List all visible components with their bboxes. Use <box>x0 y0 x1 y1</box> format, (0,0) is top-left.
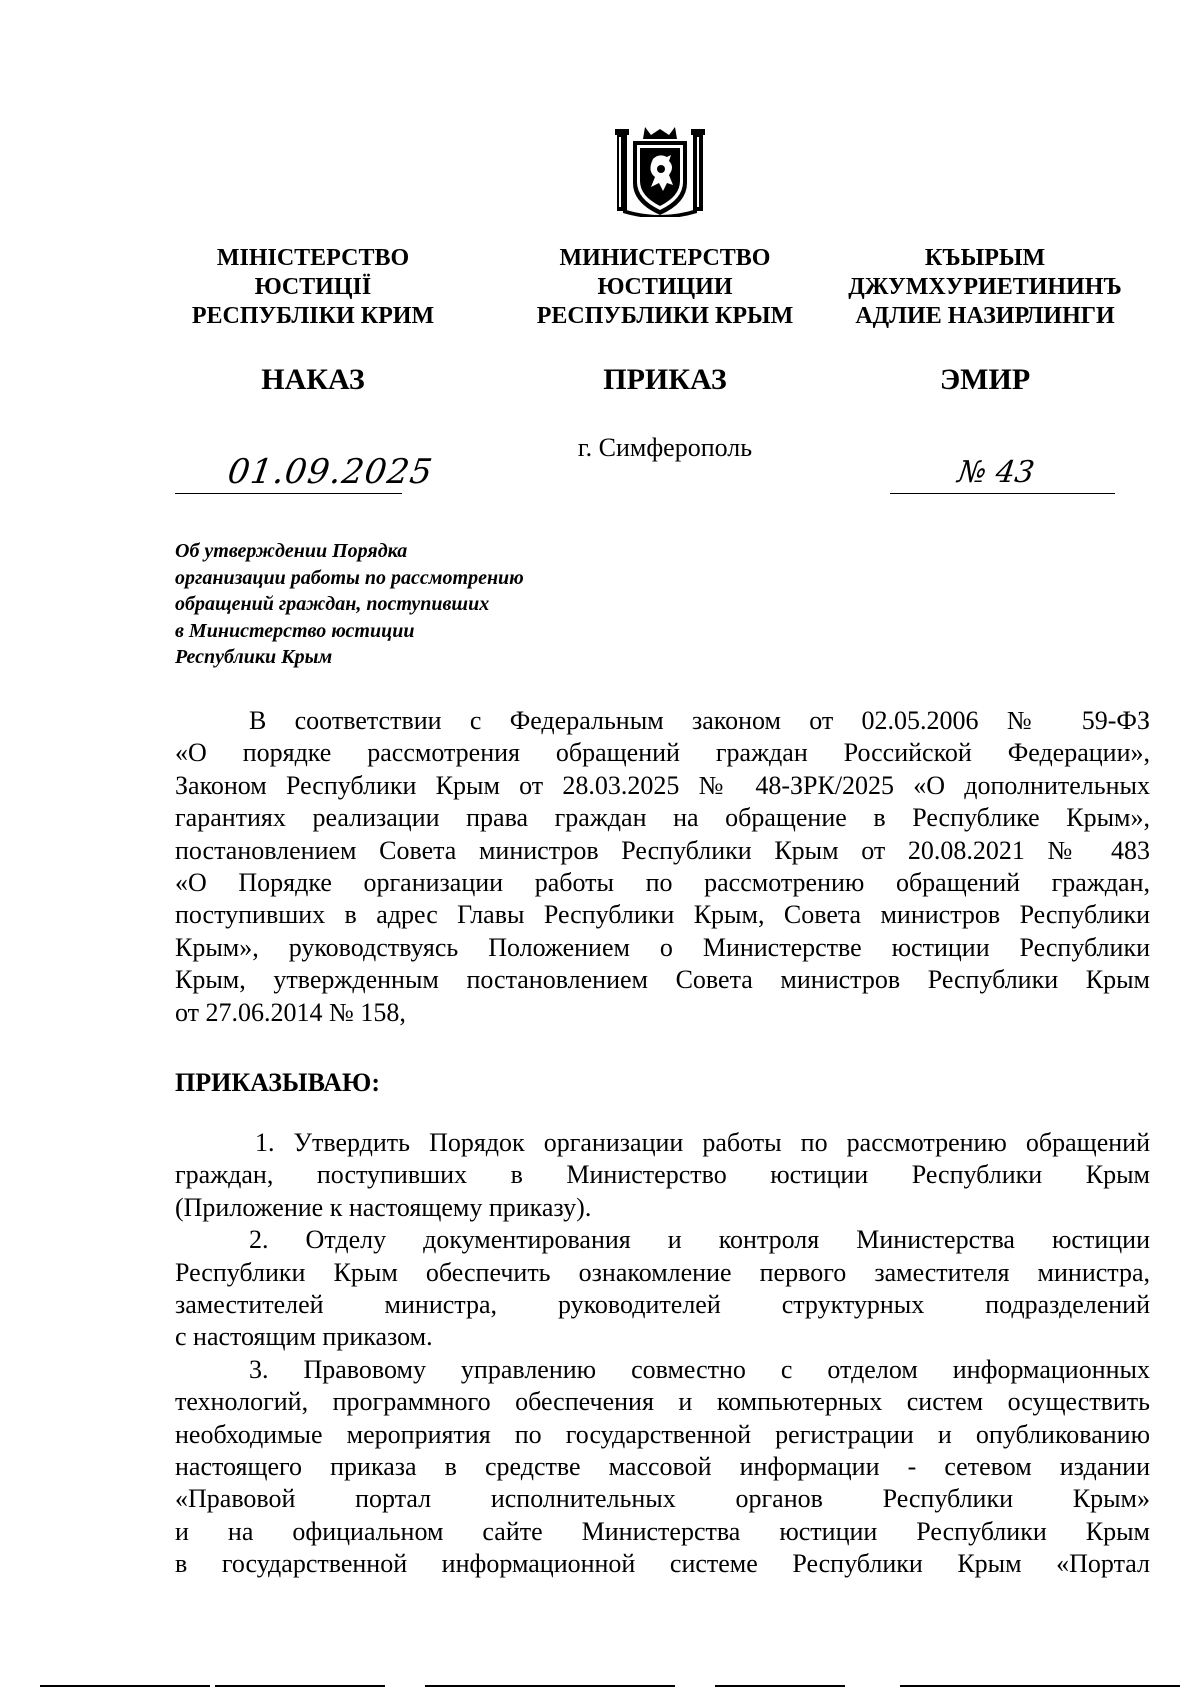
date-underline <box>175 493 402 494</box>
item-line: и на официальном сайте Министерства юстиции Республики Крым <box>175 1516 1150 1546</box>
preamble-line: «О Порядке организации работы по рассмотрению обращений граждан, <box>175 868 1150 898</box>
number-underline <box>890 493 1115 494</box>
item-line: 1. Утвердить Порядок организации работы по рассмотрению обращений <box>255 1128 1150 1157</box>
header-ua-organization <box>168 244 458 331</box>
doc-type-crh: ЭМИР <box>939 363 1031 396</box>
item-line: в государственной информационной системе Республики Крым «Портал <box>175 1549 1150 1579</box>
preamble-line: от 27.06.2014 № 158, <box>175 997 406 1027</box>
org-line: ДЖУМХУРИЕТИНИНЪ <box>848 274 1122 300</box>
org-line: МІНІСТЕРСТВО <box>216 245 410 271</box>
org-line: МИНИСТЕРСТВО <box>559 245 771 271</box>
preamble-line: поступивших в адрес Главы Республики Крым, Совета министров Республики <box>175 900 1150 930</box>
header-ru-organization <box>505 244 825 331</box>
preamble-line: Крым», руководствуясь Положением о Министерстве юстиции Республики <box>175 932 1150 962</box>
footer-divider <box>215 1685 385 1687</box>
item-line: 3. Правовому управлению совместно с отделом информационных <box>249 1354 1150 1384</box>
doc-type-ru: ПРИКАЗ <box>603 363 727 396</box>
order-subject <box>175 538 645 671</box>
org-line: КЪЫРЫМ <box>924 245 1046 271</box>
footer-divider <box>715 1685 845 1687</box>
item-line: необходимые мероприятия по государственной регистрации и опубликованию <box>175 1419 1150 1449</box>
footer-divider <box>425 1685 675 1687</box>
item-line: Республики Крым обеспечить ознакомление первого заместителя министра, <box>175 1257 1150 1287</box>
preamble <box>175 705 1150 1029</box>
subject-line: обращений граждан, поступивших <box>175 593 490 615</box>
subject-line: Об утверждении Порядка <box>175 540 408 562</box>
footer-divider <box>900 1685 1180 1687</box>
preamble-line: гарантиях реализации права граждан на обращение в Республике Крым», <box>175 803 1150 833</box>
city: г. Симферополь <box>577 433 753 462</box>
org-line: РЕСПУБЛИКИ КРЫМ <box>536 303 794 329</box>
item-line: настоящего приказа в средстве массовой информации - сетевом издании <box>175 1452 1150 1482</box>
org-line: АДЛИЕ НАЗИРЛИНГИ <box>855 303 1115 329</box>
item-line: с настоящим приказом. <box>175 1322 433 1352</box>
order-items <box>175 1127 1150 1581</box>
subject-line: Республики Крым <box>175 646 333 668</box>
item-line: (Приложение к настоящему приказу). <box>175 1192 592 1222</box>
preamble-line: Законом Республики Крым от 28.03.2025 № 48-ЗРК/2025 «О дополнительных <box>175 770 1150 800</box>
item-line: технологий, программного обеспечения и компьютерных систем осуществить <box>175 1387 1150 1417</box>
crimea-coat-of-arms-icon <box>615 125 705 217</box>
footer-divider <box>40 1685 210 1687</box>
org-line: РЕСПУБЛІКИ КРИМ <box>191 303 435 329</box>
item-line: заместителей министра, руководителей структурных подразделений <box>175 1290 1150 1320</box>
item-line: граждан, поступивших в Министерство юстиции Республики Крым <box>175 1160 1150 1190</box>
subject-line: организации работы по рассмотрению <box>175 566 524 589</box>
org-line: ЮСТИЦІЇ <box>254 274 372 300</box>
org-line: ЮСТИЦИИ <box>597 274 733 300</box>
handwritten-date: 01.09.2025 <box>225 452 436 492</box>
handwritten-number: № 43 <box>955 455 1037 490</box>
item-line: «Правовой портал исполнительных органов Республики Крым» <box>175 1484 1150 1514</box>
preamble-line: «О порядке рассмотрения обращений граждан Российской Федерации», <box>175 738 1150 768</box>
preamble-line: постановлением Совета министров Республики Крым от 20.08.2021 № 483 <box>175 835 1150 865</box>
order-word: ПРИКАЗЫВАЮ: <box>175 1068 380 1097</box>
preamble-line: В соответствии с Федеральным законом от 02.05.2006 № 59-ФЗ <box>249 706 1150 735</box>
item-line: 2. Отделу документирования и контроля Министерства юстиции <box>249 1225 1150 1255</box>
header-crh-organization <box>845 244 1125 331</box>
preamble-line: Крым, утвержденным постановлением Совета министров Республики Крым <box>175 965 1150 995</box>
doc-type-ua: НАКАЗ <box>261 363 365 396</box>
subject-line: в Министерство юстиции <box>175 619 415 642</box>
